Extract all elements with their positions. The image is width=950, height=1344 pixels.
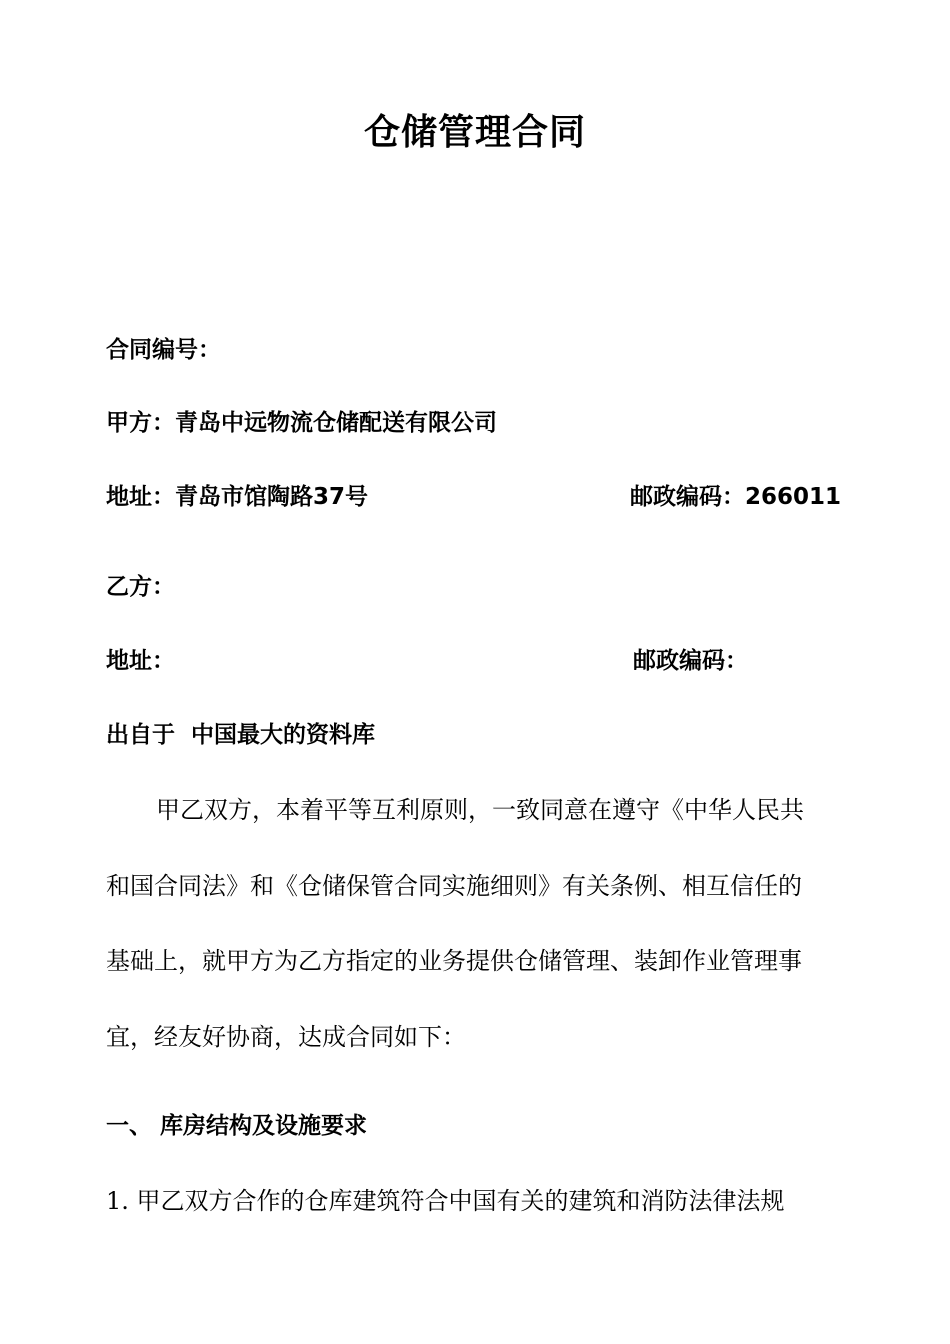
source-note: 出自于 中国最大的资料库 [106, 722, 376, 748]
clause-1-1: 1. 甲乙双方合作的仓库建筑符合中国有关的建筑和消防法律法规 [106, 1187, 785, 1215]
intro-line-1: 甲乙双方，本着平等互利原则，一致同意在遵守《中华人民共 [156, 796, 804, 824]
document-title: 仓储管理合同 [363, 112, 586, 153]
intro-line-2: 和国合同法》和《仓储保管合同实施细则》有关条例、相互信任的 [106, 872, 802, 900]
intro-line-3: 基础上，就甲方为乙方指定的业务提供仓储管理、装卸作业管理事 [106, 947, 802, 975]
party-b: 乙方： [106, 574, 175, 600]
party-a-address: 地址：青岛市馆陶路37号 [106, 484, 369, 510]
contract-number-label: 合同编号： [106, 337, 221, 363]
party-b-postcode: 邮政编码： [633, 648, 748, 674]
party-a-postcode: 邮政编码：266011 [630, 484, 842, 510]
party-b-address: 地址： [106, 648, 175, 674]
party-a: 甲方：青岛中远物流仓储配送有限公司 [106, 410, 497, 436]
intro-line-4: 宜，经友好协商，达成合同如下： [106, 1023, 466, 1051]
section-1-heading: 一、 库房结构及设施要求 [106, 1113, 368, 1139]
